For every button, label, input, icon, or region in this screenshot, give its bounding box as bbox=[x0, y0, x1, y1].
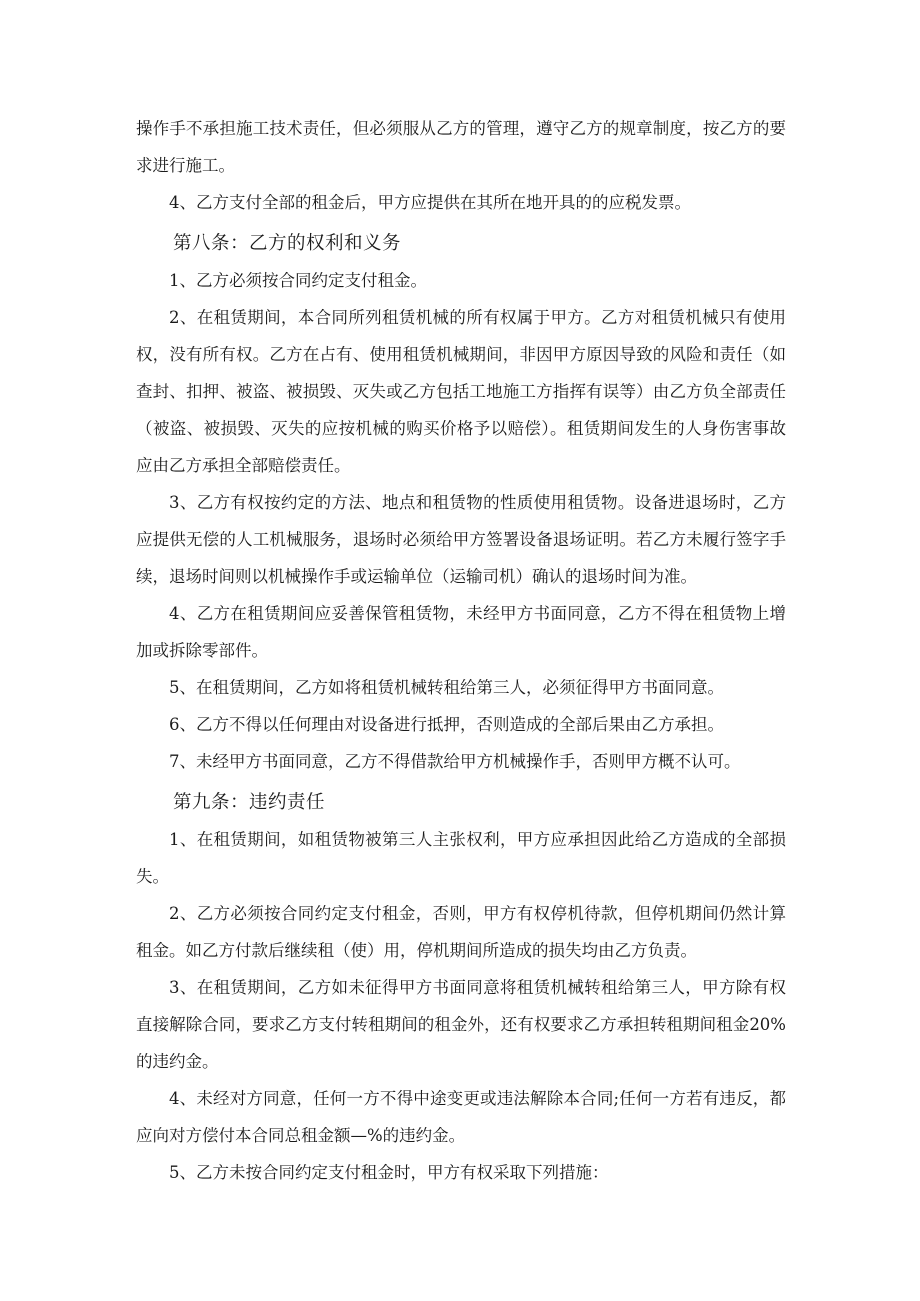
section-8-item-1: 1、乙方必须按合同约定支付租金。 bbox=[169, 271, 427, 290]
section-8-item-7: 7、未经甲方书面同意，乙方不得借款给甲方机械操作手，否则甲方概不认可。 bbox=[169, 752, 741, 771]
section-8-heading: 第八条：乙方的权利和义务 bbox=[173, 233, 402, 254]
section-9-item-2: 2、乙方必须按合同约定支付租金，否则，甲方有权停机待款，但停机期间仍然计算租金。如乙方付款后继续租（使）用，停机期间所造成的损失均由乙方负责。 bbox=[136, 904, 786, 960]
section-9-item-1: 1、在租赁期间，如租赁物被第三人主张权利，甲方应承担因此给乙方造成的全部损失。 bbox=[136, 830, 786, 886]
section-9-item-5: 5、乙方未按合同约定支付租金时，甲方有权采取下列措施： bbox=[169, 1163, 609, 1182]
section-8-item-2: 2、在租赁期间，本合同所列租赁机械的所有权属于甲方。乙方对租赁机械只有使用权，没有所有权。乙方在占有、使用租赁机械期间，非因甲方原因导致的风险和责任（如查封、扣押、被盗、被损毁、灭失或乙方包括工地施工方指挥有误等）由乙方负全部责任（被盗、被损毁、灭失的应按机械的购买价格予以赔偿）。租赁期间发生的人身伤害事故应由乙方承担全部赔偿责任。 bbox=[136, 308, 786, 475]
section-8-item-3: 3、乙方有权按约定的方法、地点和租赁物的性质使用租赁物。设备进退场时，乙方应提供无偿的人工机械服务，退场时必须给甲方签署设备退场证明。若乙方未履行签字手续，退场时间则以机械操作手或运输单位（运输司机）确认的退场时间为准。 bbox=[136, 493, 786, 586]
section-9-item-3: 3、在租赁期间，乙方如未征得甲方书面同意将租赁机械转租给第三人，甲方除有权直接解除合同，要求乙方支付转租期间的租金外，还有权要求乙方承担转租期间租金20%的违约金。 bbox=[136, 978, 786, 1071]
paragraph-continued: 操作手不承担施工技术责任，但必须服从乙方的管理，遵守乙方的规章制度，按乙方的要求进行施工。 bbox=[136, 119, 786, 175]
section-8-item-4: 4、乙方在租赁期间应妥善保管租赁物，未经甲方书面同意，乙方不得在租赁物上增加或拆除零部件。 bbox=[136, 604, 786, 660]
section-8-item-6: 6、乙方不得以任何理由对设备进行抵押，否则造成的全部后果由乙方承担。 bbox=[169, 715, 724, 734]
paragraph-invoice: 4、乙方支付全部的租金后，甲方应提供在其所在地开具的的应税发票。 bbox=[169, 193, 691, 212]
section-8-item-5: 5、在租赁期间，乙方如将租赁机械转租给第三人，必须征得甲方书面同意。 bbox=[169, 678, 724, 697]
document-body bbox=[136, 110, 786, 1191]
section-9-heading: 第九条：违约责任 bbox=[173, 792, 326, 813]
section-9-item-4: 4、未经对方同意，任何一方不得中途变更或违法解除本合同;任何一方若有违反，都应向对方偿付本合同总租金额—%的违约金。 bbox=[136, 1089, 786, 1145]
